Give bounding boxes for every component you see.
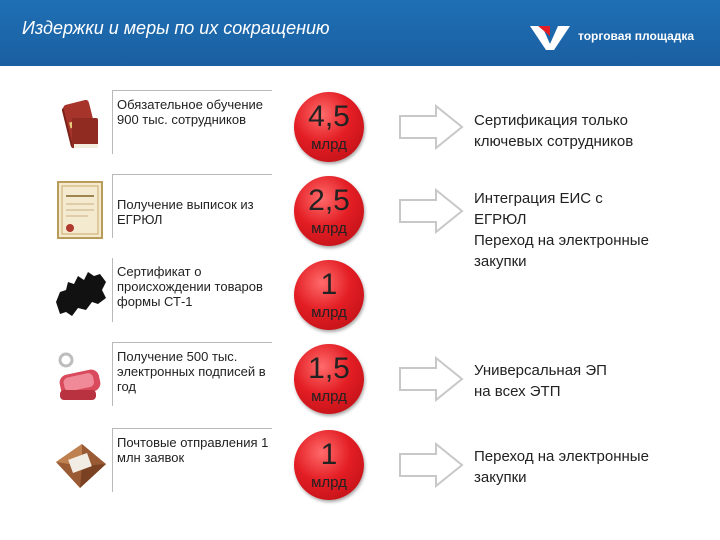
measure-line: ЕГРЮЛ <box>474 211 527 228</box>
cost-bubble <box>294 430 364 500</box>
cost-value: 2,5 <box>308 184 350 217</box>
measure-line: на всех ЭТП <box>474 383 561 400</box>
usb-token-icon <box>52 346 110 412</box>
cost-value: 1 <box>320 438 338 471</box>
cost-value: 1 <box>320 268 338 301</box>
measure-line: Сертификация только <box>474 112 629 129</box>
logo-text: торговая площадка <box>578 29 695 43</box>
measure-line: Интеграция ЕИС с <box>474 190 603 207</box>
header-bar <box>0 0 720 66</box>
arrow-right-icon <box>398 104 464 150</box>
cost-unit: млрд <box>311 220 347 237</box>
logo <box>528 22 708 52</box>
arrow-right-icon <box>398 356 464 402</box>
measure-line: ключевых сотрудников <box>474 133 634 150</box>
certificate-icon <box>52 178 110 244</box>
measure-text <box>474 446 704 488</box>
cost-description: Сертификат о происхождении товаров формы СТ-1 <box>112 258 272 322</box>
arrow-right-icon <box>398 188 464 234</box>
russia-map-icon <box>52 262 110 328</box>
arrow-right-icon <box>398 442 464 488</box>
measure-text <box>474 360 704 402</box>
cost-row <box>0 254 720 330</box>
cost-unit: млрд <box>311 304 347 321</box>
cost-row <box>0 338 720 414</box>
cost-bubble <box>294 260 364 330</box>
envelope-icon <box>52 432 110 498</box>
cost-value: 4,5 <box>308 100 350 133</box>
cost-bubble <box>294 92 364 162</box>
cost-unit: млрд <box>311 474 347 491</box>
measure-line: закупки <box>474 469 527 486</box>
cost-description: Обязательное обучение 900 тыс. сотрудников <box>112 90 272 154</box>
books-icon <box>52 94 110 160</box>
logo-icon <box>528 22 572 52</box>
cost-description: Получение выписок из ЕГРЮЛ <box>112 174 272 238</box>
measure-line: Универсальная ЭП <box>474 362 607 379</box>
cost-unit: млрд <box>311 388 347 405</box>
cost-value: 1,5 <box>308 352 350 385</box>
cost-row <box>0 86 720 162</box>
measure-line: Переход на электронные <box>474 232 649 249</box>
cost-row <box>0 170 720 270</box>
page-title: Издержки и меры по их сокращению <box>22 18 330 38</box>
cost-unit: млрд <box>311 136 347 153</box>
cost-description: Получение 500 тыс. электронных подписей в год <box>112 342 272 406</box>
cost-bubble <box>294 344 364 414</box>
measure-text <box>474 110 704 152</box>
cost-description: Почтовые отправления 1 млн заявок <box>112 428 272 492</box>
measure-line: закупки <box>474 253 527 270</box>
cost-bubble <box>294 176 364 246</box>
cost-row <box>0 424 720 500</box>
measure-line: Переход на электронные <box>474 448 649 465</box>
